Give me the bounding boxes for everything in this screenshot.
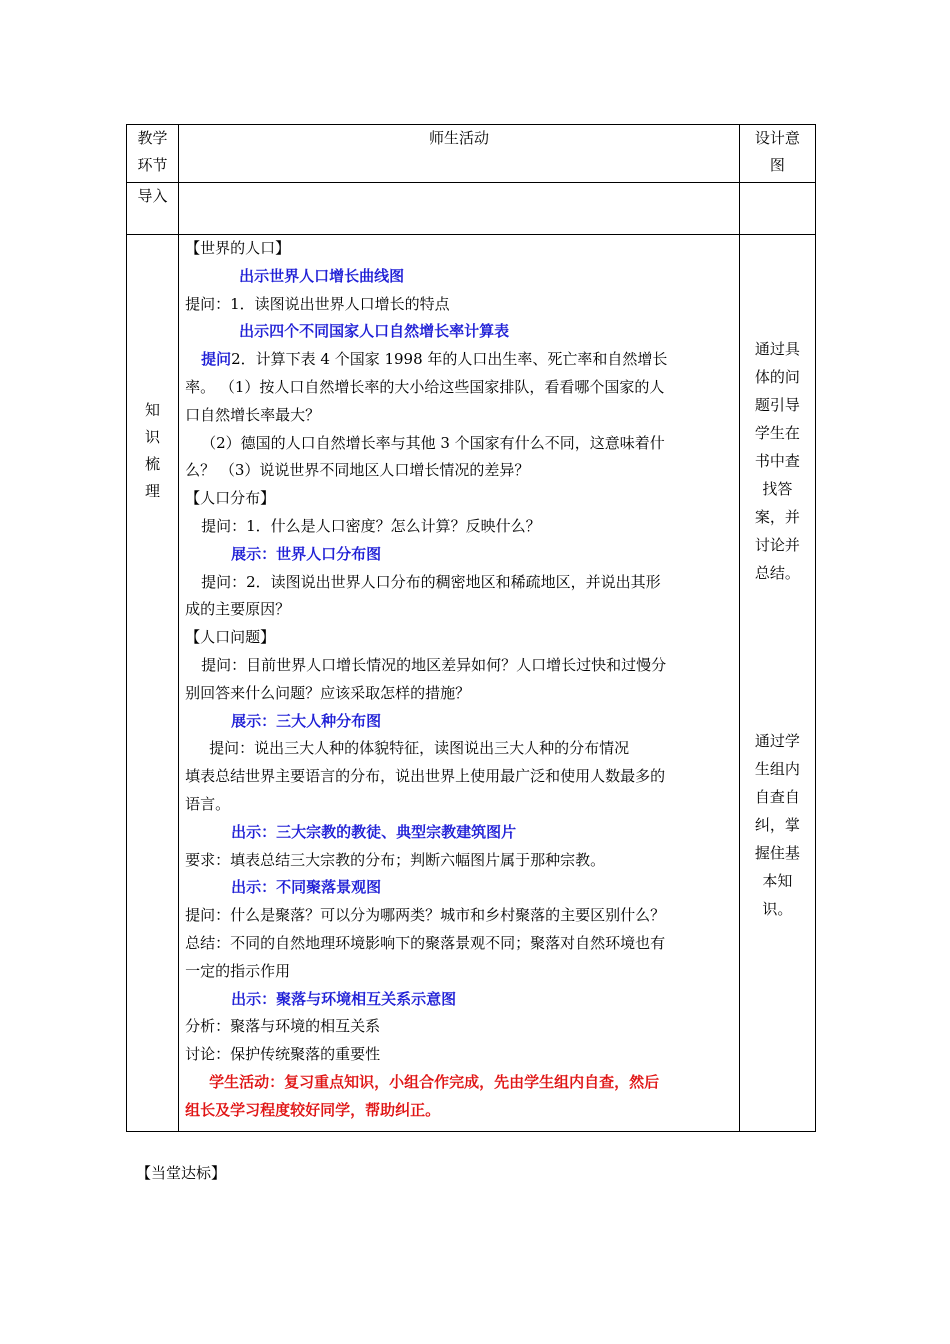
activity-line: 出示世界人口增长曲线图 <box>239 266 405 285</box>
main-design-cell <box>739 235 815 1132</box>
activity-line: 别回答来什么问题？应该采取怎样的措施？ <box>185 683 471 702</box>
activity-line: 提问：1．读图说出世界人口增长的特点 <box>185 294 450 313</box>
activity-line: 么？ （3）说说世界不同地区人口增长情况的差异？ <box>185 461 530 480</box>
activity-line: 语言。 <box>185 794 231 813</box>
design-intent-block-1 <box>748 335 807 587</box>
activity-line: 出示：聚落与环境相互关系示意图 <box>231 989 457 1008</box>
header-teaching-stage-line: 环节 <box>137 156 168 174</box>
intro-stage-cell <box>127 183 179 235</box>
activity-line: 展示：三大人种分布图 <box>231 711 382 730</box>
activity-line: 提问：2．读图说出世界人口分布的稠密地区和稀疏地区，并说出其形 <box>201 572 661 591</box>
header-design-intent-line: 图 <box>769 156 785 174</box>
design-intent-line: 总结。 <box>754 564 800 582</box>
header-activities-label: 师生活动 <box>428 129 489 147</box>
design-intent-line: 讨论并 <box>754 536 800 554</box>
main-activities-cell <box>179 235 740 1132</box>
activity-line-prefix: 提问 <box>201 350 232 369</box>
design-intent-line: 通过学 <box>754 732 800 750</box>
design-intent-line: 通过具 <box>754 340 800 358</box>
activity-line: 【人口问题】 <box>185 628 276 647</box>
main-stage-char: 理 <box>145 482 161 500</box>
activity-line: 成的主要原因？ <box>185 600 291 619</box>
design-intent-line: 学生在 <box>754 424 800 442</box>
activity-line: 率。 （1）按人口自然增长率的大小给这些国家排队，看看哪个国家的人 <box>185 377 665 396</box>
design-intent-line: 书中查 <box>754 452 800 470</box>
activity-line: 展示：世界人口分布图 <box>231 544 382 563</box>
activity-line: 学生活动：复习重点知识，小组合作完成，先由学生组内自查，然后 <box>209 1072 660 1091</box>
intro-stage-label: 导入 <box>137 187 168 205</box>
activity-lines <box>185 235 733 1125</box>
design-intent-line: 本知 <box>762 872 793 890</box>
design-intent-line: 自查自 <box>754 788 800 806</box>
intro-design-cell <box>739 183 815 235</box>
activity-line: 总结：不同的自然地理环境影响下的聚落景观不同；聚落对自然环境也有 <box>185 933 666 952</box>
in-class-assessment-heading: 【当堂达标】 <box>136 1164 227 1182</box>
main-stage-char: 知 <box>145 401 161 419</box>
design-intent-line: 找答 <box>762 480 793 498</box>
activity-line: 讨论：保护传统聚落的重要性 <box>185 1045 381 1064</box>
design-intent-line: 握住基 <box>754 844 800 862</box>
activity-line: 【人口分布】 <box>185 489 276 508</box>
activity-line: 分析：聚落与环境的相互关系 <box>185 1017 381 1036</box>
design-intent-line: 生组内 <box>754 760 800 778</box>
main-row <box>127 235 816 1132</box>
activity-line <box>185 346 733 374</box>
header-teaching-stage <box>127 125 179 183</box>
main-stage-cell <box>127 235 179 1132</box>
activity-line: 提问：什么是聚落？可以分为哪两类？城市和乡村聚落的主要区别什么？ <box>185 906 666 925</box>
activity-line: 一定的指示作用 <box>185 961 291 980</box>
design-intent-line: 纠，掌 <box>754 816 800 834</box>
activity-line-text: 2．计算下表 4 个国家 1998 年的人口出生率、死亡率和自然增长 <box>231 350 668 369</box>
design-intent-line: 识。 <box>762 900 793 918</box>
activity-line: 要求：填表总结三大宗教的分布；判断六幅图片属于那种宗教。 <box>185 850 606 869</box>
main-stage-char: 梳 <box>145 455 161 473</box>
activity-line: 提问：说出三大人种的体貌特征，读图说出三大人种的分布情况 <box>209 739 630 758</box>
intro-row <box>127 183 816 235</box>
header-design-intent <box>739 125 815 183</box>
design-intent-block-2 <box>748 727 807 923</box>
header-teaching-stage-line: 教学 <box>137 129 168 147</box>
design-intent-line: 案，并 <box>754 508 800 526</box>
lesson-plan-table <box>126 124 816 1132</box>
header-activities <box>179 125 740 183</box>
activity-line: 出示四个不同国家人口自然增长率计算表 <box>239 322 510 341</box>
design-intent-line: 体的问 <box>754 368 800 386</box>
header-design-intent-line: 设计意 <box>754 129 800 147</box>
activity-line: 口自然增长率最大？ <box>185 405 321 424</box>
activity-line: 出示：三大宗教的教徒、典型宗教建筑图片 <box>231 822 517 841</box>
activity-line: 出示：不同聚落景观图 <box>231 878 382 897</box>
header-row <box>127 125 816 183</box>
activity-line: （2）德国的人口自然增长率与其他 3 个国家有什么不同，这意味着什 <box>201 433 665 452</box>
intro-activities-cell <box>179 183 740 235</box>
activity-line: 【世界的人口】 <box>185 239 291 257</box>
activity-line: 填表总结世界主要语言的分布，说出世界上使用最广泛和使用人数最多的 <box>185 767 666 786</box>
activity-line: 组长及学习程度较好同学，帮助纠正。 <box>185 1100 441 1119</box>
design-intent-line: 题引导 <box>754 396 800 414</box>
activity-line: 提问：目前世界人口增长情况的地区差异如何？人口增长过快和过慢分 <box>201 655 667 674</box>
main-stage-char: 识 <box>145 428 161 446</box>
activity-line: 提问：1．什么是人口密度？怎么计算？反映什么？ <box>201 516 541 535</box>
